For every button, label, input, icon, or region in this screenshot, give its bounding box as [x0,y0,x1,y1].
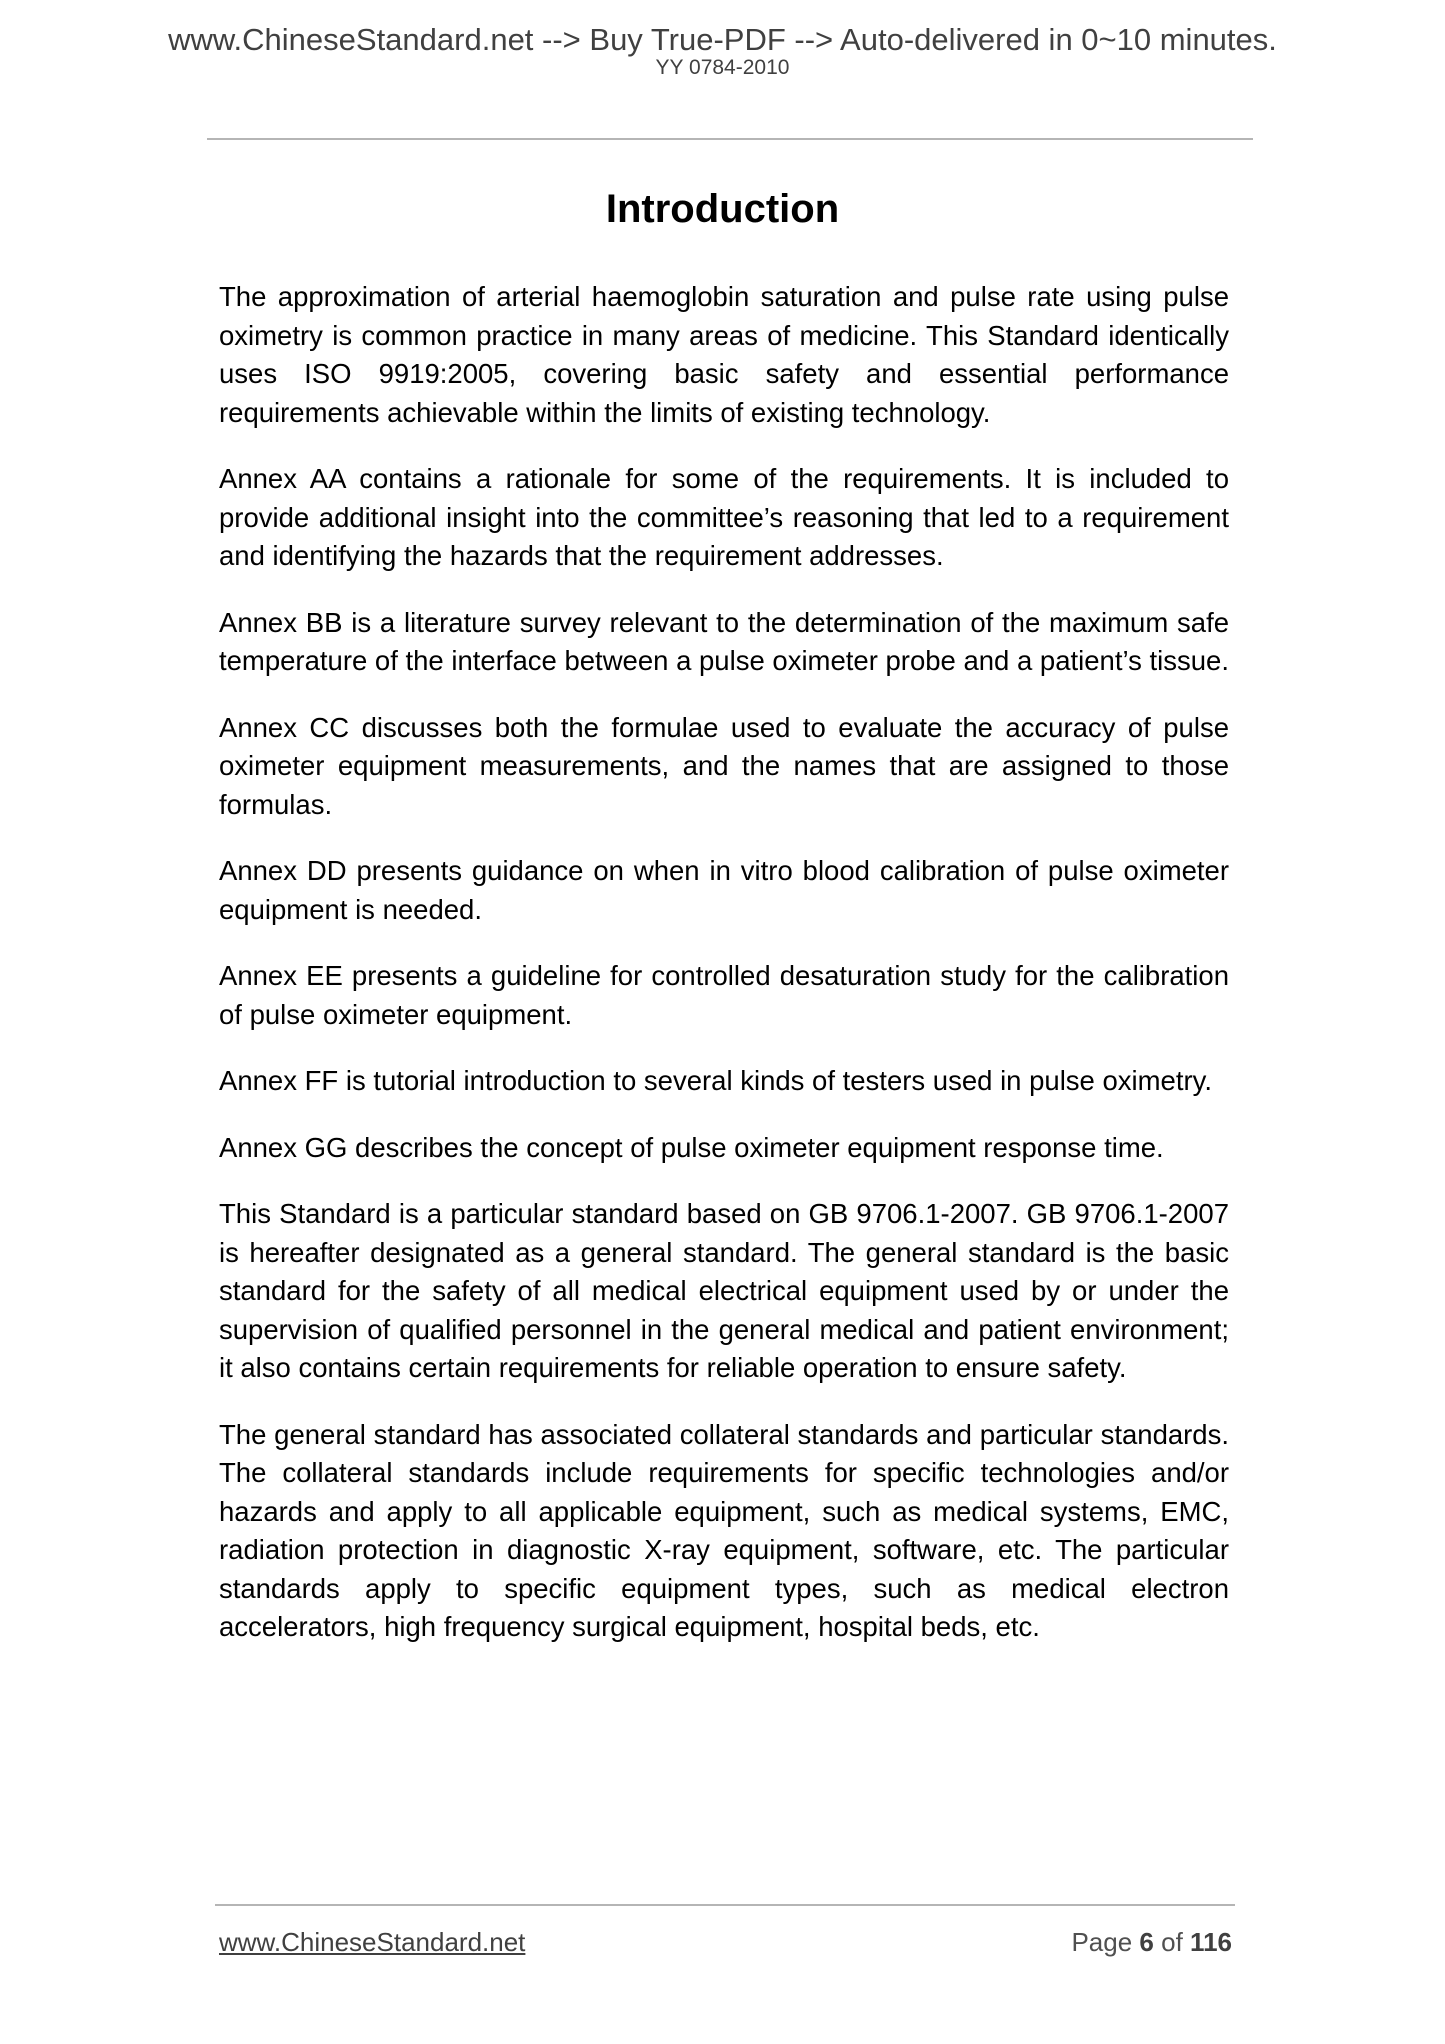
paragraph-annex-dd: Annex DD presents guidance on when in vitro blood calibration of pulse oximeter equipment is needed. [219,855,1229,925]
footer-divider [215,1904,1235,1906]
paragraph-collateral-standards: The general standard has associated collateral standards and particular standards. The collateral standards include requirements for specific technologies and/or hazards and apply to all applicable equipment, such as medical systems, EMC, radiation protection in diagnostic X-ray equipment, software, etc. The particular standards apply to specific equipment types, such as medical electron accelerators, high frequency surgical equipment, hospital beds, etc. [219,1418,1229,1642]
page-label: Page [1071,1927,1133,1957]
paragraph-intro: The approximation of arterial haemoglobin saturation and pulse rate using pulse oximetry is common practice in many areas of medicine. This Standard identically uses ISO 9919:2005, covering basic safety and essential performance requirements achievable within the limits of existing technology. [219,281,1229,428]
page-of-label: of [1161,1927,1183,1957]
paragraph-annex-ee: Annex EE presents a guideline for controlled desaturation study for the calibration of pulse oximeter equipment. [219,960,1229,1030]
paragraph-annex-bb: Annex BB is a literature survey relevant to the determination of the maximum safe temperature of the interface between a pulse oximeter probe and a patient’s tissue. [219,606,1229,676]
page-number [1071,1926,1232,1958]
footer-website-link[interactable]: www.ChineseStandard.net [219,1927,526,1957]
header-banner: www.ChineseStandard.net --> Buy True-PDF --> Auto-delivered in 0~10 minutes. [168,22,1277,57]
paragraph-annex-ff: Annex FF is tutorial introduction to several kinds of testers used in pulse oximetry. [219,1065,1212,1096]
paragraph-annex-cc: Annex CC discusses both the formulae used to evaluate the accuracy of pulse oximeter equipment measurements, and the names that are assigned to those formulas. [219,711,1229,820]
paragraph-general-standard: This Standard is a particular standard based on GB 9706.1-2007. GB 9706.1-2007 is hereafter designated as a general standard. The general standard is the basic standard for the safety of all medical electrical equipment used by or under the supervision of qualified personnel in the general medical and patient environment; it also contains certain requirements for reliable operation to ensure safety. [219,1198,1229,1383]
page-title: Introduction [605,187,840,231]
document-code: YY 0784-2010 [655,56,790,79]
total-pages: 116 [1190,1927,1232,1957]
header-divider [207,138,1253,140]
current-page: 6 [1139,1927,1154,1957]
paragraph-annex-aa: Annex AA contains a rationale for some of the requirements. It is included to provide additional insight into the committee’s reasoning that led to a requirement and identifying the hazards that the requirement addresses. [219,463,1229,571]
body-content [219,278,1229,1675]
paragraph-annex-gg: Annex GG describes the concept of pulse oximeter equipment response time. [219,1131,1164,1163]
